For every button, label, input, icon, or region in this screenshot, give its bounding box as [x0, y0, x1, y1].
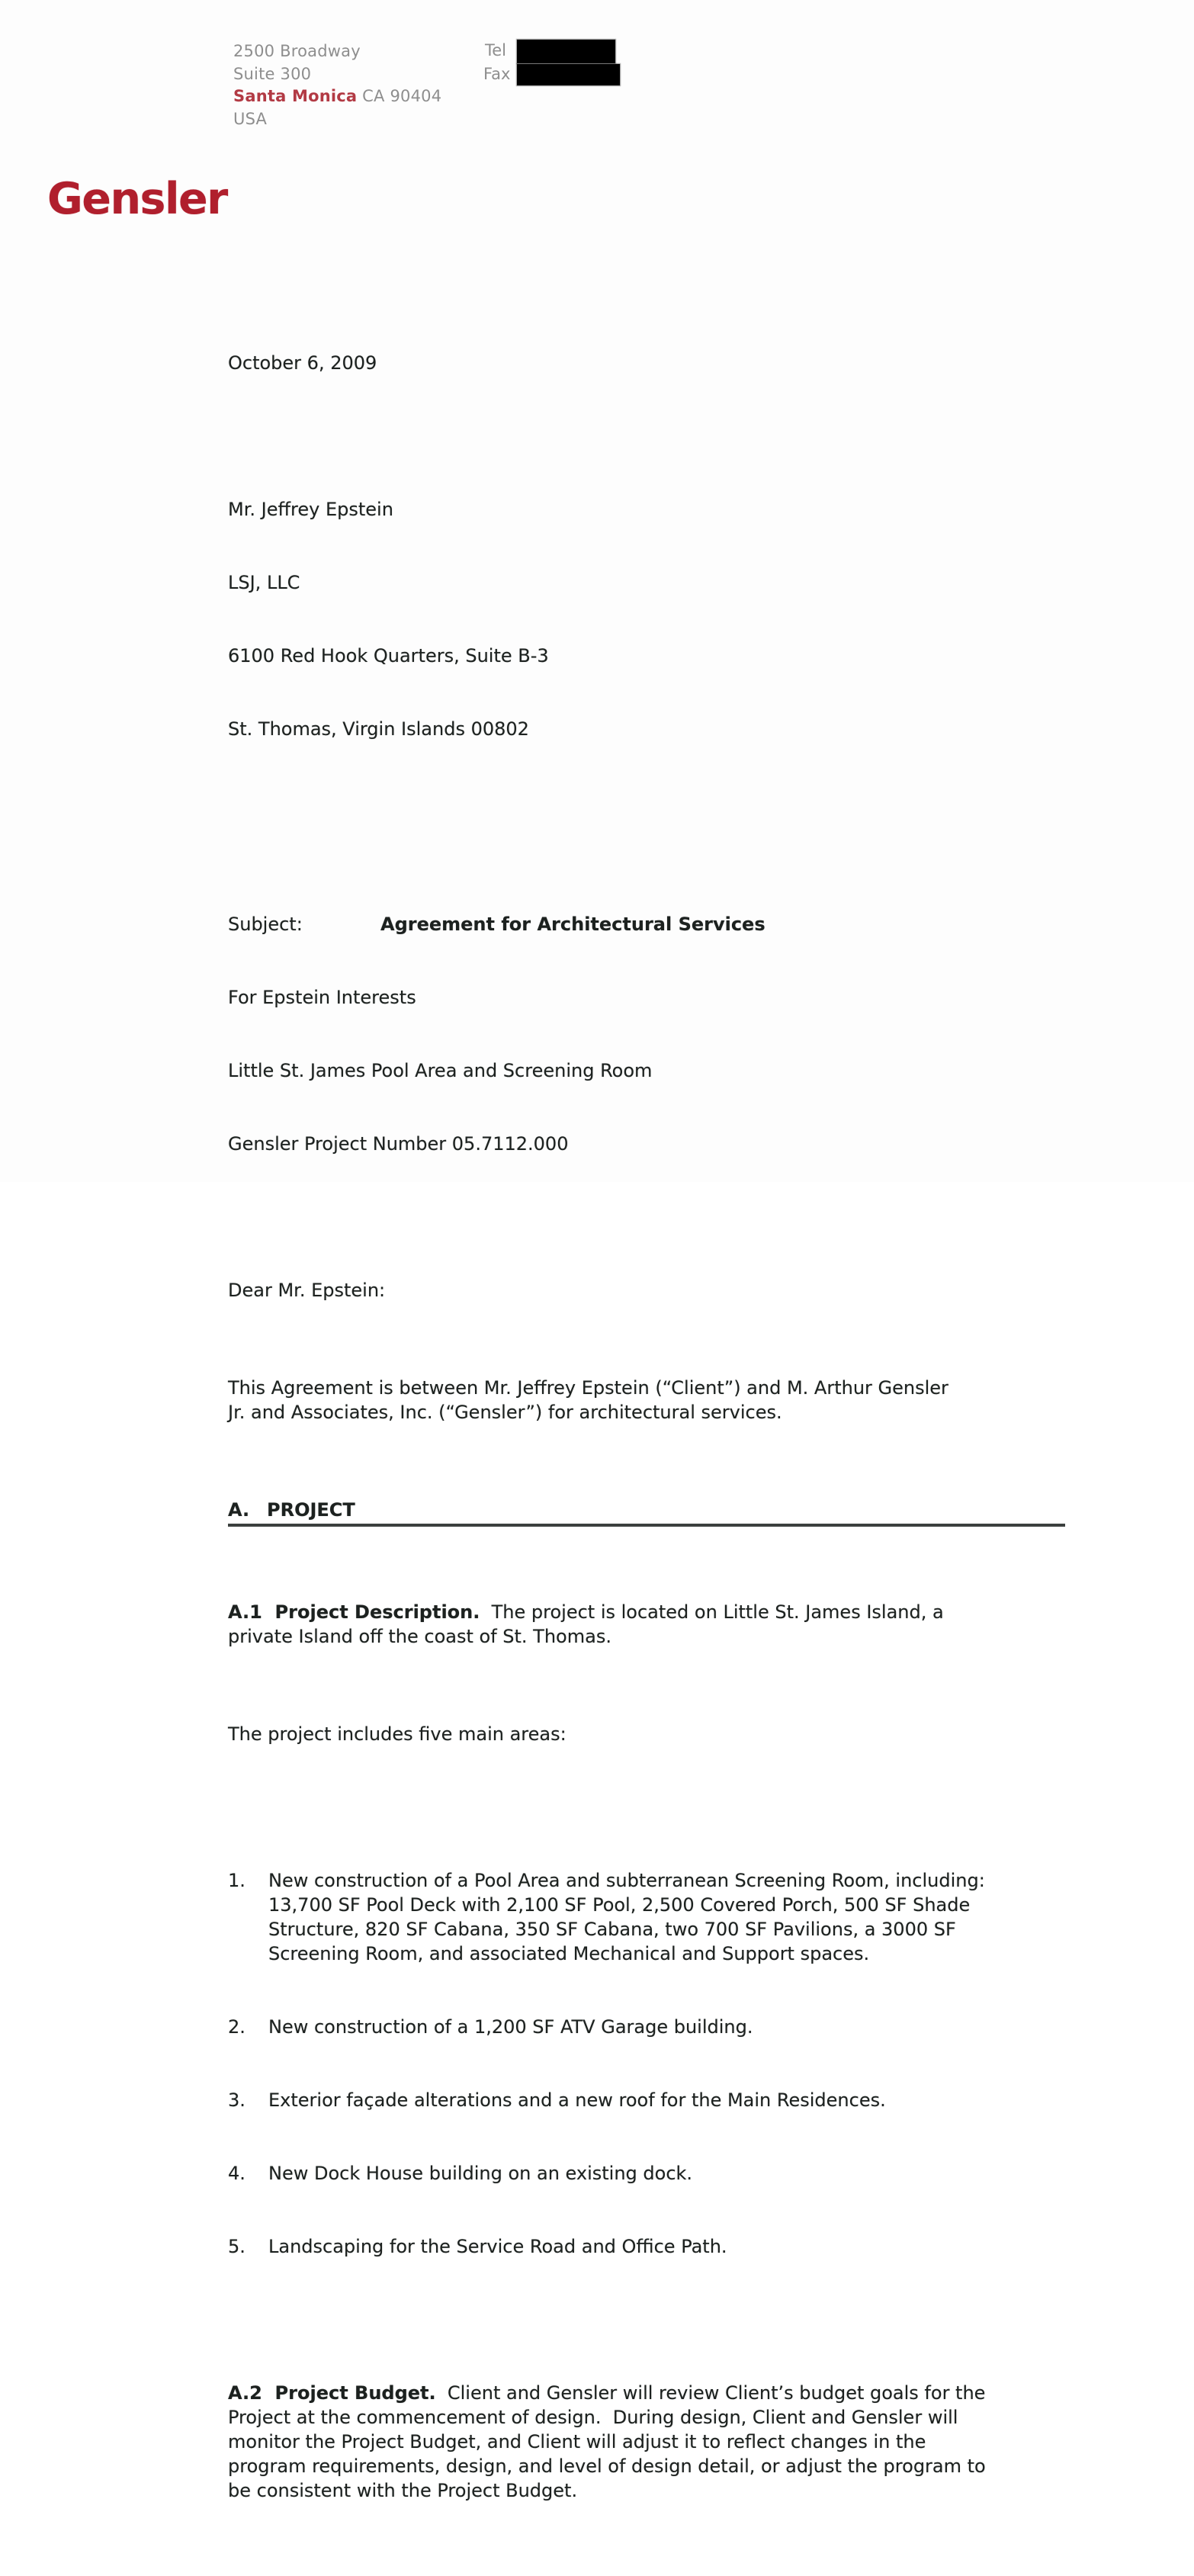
- a2-paragraph: [228, 2381, 1086, 2503]
- subject-project-line: Little St. James Pool Area and Screening Room: [228, 1060, 653, 1081]
- letter-date: October 6, 2009: [228, 352, 377, 374]
- project-areas-list: [228, 1820, 1086, 2308]
- list-item-number: 2.: [228, 2016, 246, 2038]
- address-line-country: USA: [233, 109, 268, 128]
- list-item-number: 1.: [228, 1870, 246, 1891]
- fax-label: Fax: [483, 65, 511, 83]
- letter-body: [228, 278, 1086, 2576]
- list-item-text: New Dock House building on an existing dock.: [268, 2163, 693, 2184]
- tel-redaction-bar: [517, 40, 615, 63]
- subject-line: [228, 912, 1086, 936]
- fax-redaction-bar: [517, 64, 620, 85]
- list-item: [228, 2161, 1086, 2186]
- a1-paragraph: [228, 1600, 1086, 1649]
- section-a-heading: [228, 1498, 1065, 1527]
- address-line-city: [233, 85, 441, 108]
- a1-label: A.1 Project Description.: [228, 1601, 480, 1623]
- section-a-number: A.: [228, 1499, 250, 1521]
- list-item-number: 3.: [228, 2089, 246, 2111]
- list-item-text: New construction of a Pool Area and subterranean Screening Room, including: 13,700 SF Pool Deck with 2,100 SF Pool, 2,500 Covered Porch, 500 SF Shade Structure, 820 SF Cabana, 350 SF Cabana, two 700 SF Pavilions, a 3000 SF Screening Room, and associated Mechanical and Support spaces.: [268, 1870, 985, 1964]
- subject-title: Agreement for Architectural Services: [380, 914, 766, 935]
- subject-number-line: Gensler Project Number 05.7112.000: [228, 1133, 569, 1155]
- salutation: Dear Mr. Epstein:: [228, 1280, 386, 1301]
- list-item-number: 5.: [228, 2236, 246, 2257]
- a1-text: The project is located on Little St. James Island, a private Island off the coast of St. Thomas.: [228, 1601, 944, 1647]
- list-item: [228, 2088, 1086, 2112]
- list-item-text: Landscaping for the Service Road and Office Path.: [268, 2236, 727, 2257]
- recipient-street: 6100 Red Hook Quarters, Suite B-3: [228, 645, 549, 666]
- tel-label: Tel: [485, 41, 507, 59]
- letterhead-address: [233, 40, 441, 130]
- recipient-name: Mr. Jeffrey Epstein: [228, 499, 393, 520]
- address-line-suite: Suite 300: [233, 64, 312, 83]
- subject-for-line: For Epstein Interests: [228, 987, 416, 1008]
- subject-block: [228, 863, 1086, 1205]
- recipient-company: LSJ, LLC: [228, 572, 300, 593]
- address-state-zip: CA 90404: [357, 87, 442, 105]
- address-city: Santa Monica: [233, 87, 358, 105]
- recipient-block: [228, 448, 1086, 790]
- section-a-title: PROJECT: [267, 1499, 355, 1521]
- list-item-number: 4.: [228, 2163, 246, 2184]
- list-item-text: New construction of a 1,200 SF ATV Garage building.: [268, 2016, 753, 2038]
- gensler-logo: Gensler: [47, 174, 227, 224]
- list-item: [228, 1868, 1086, 1966]
- recipient-city: St. Thomas, Virgin Islands 00802: [228, 718, 529, 740]
- address-line-street: 2500 Broadway: [233, 42, 361, 60]
- list-item: [228, 2015, 1086, 2039]
- list-item: [228, 2234, 1086, 2259]
- a2-label: A.2 Project Budget.: [228, 2382, 436, 2404]
- subject-label: Subject:: [228, 914, 303, 935]
- areas-intro: The project includes five main areas:: [228, 1723, 567, 1745]
- a2-text: Client and Gensler will review Client’s budget goals for the Project at the commencement of design. During design, Client and Gensler will monitor the Project Budget, and Client will adjust it to reflect changes in the program requirements, design, and level of design detail, or adjust the program to be consistent with the Project Budget.: [228, 2382, 986, 2501]
- list-item-text: Exterior façade alterations and a new roof for the Main Residences.: [268, 2089, 886, 2111]
- intro-paragraph: This Agreement is between Mr. Jeffrey Epstein (“Client”) and M. Arthur Gensler Jr. and Associates, Inc. (“Gensler”) for architectural services.: [228, 1377, 948, 1423]
